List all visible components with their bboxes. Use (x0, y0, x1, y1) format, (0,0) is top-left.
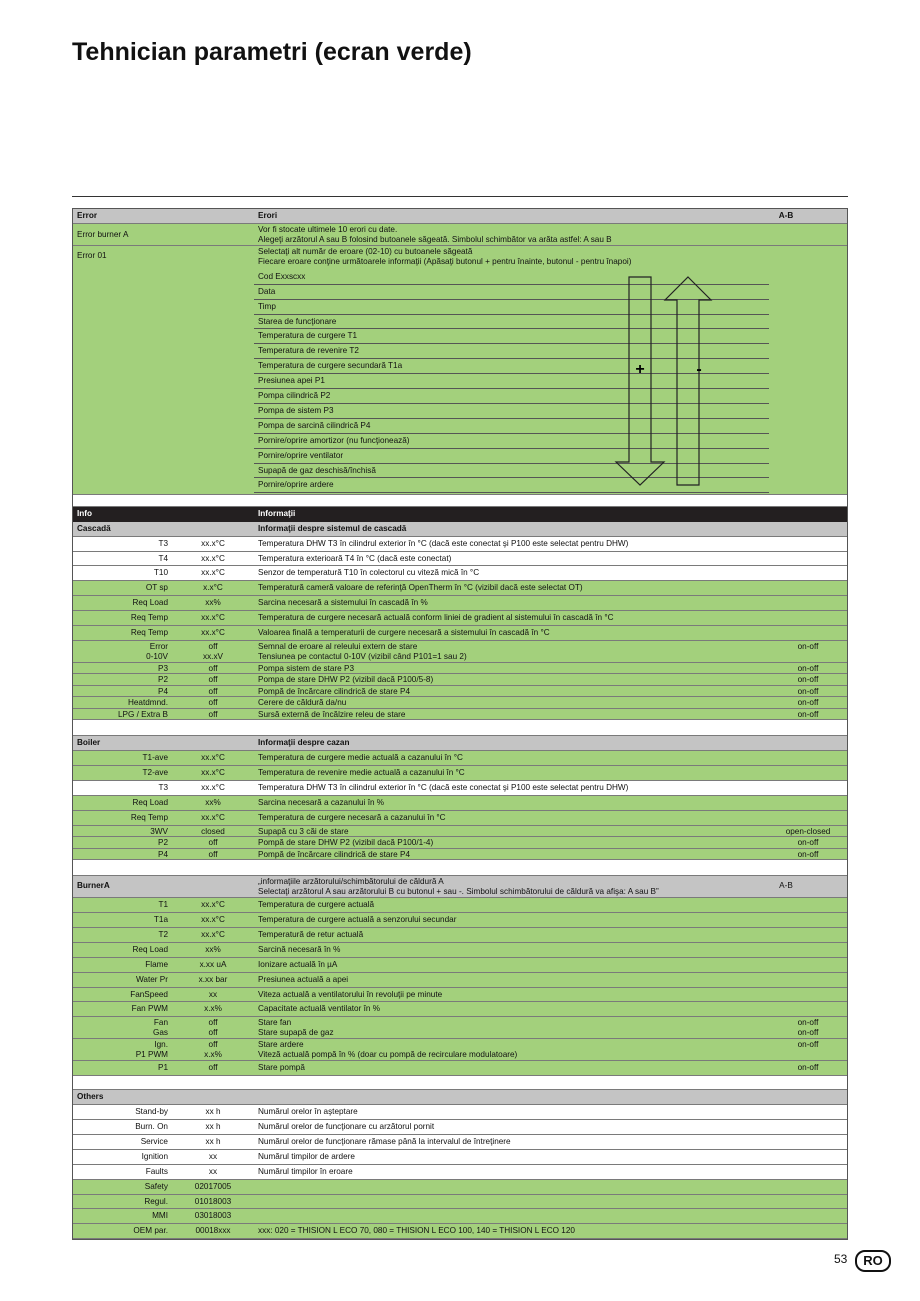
table-row (73, 537, 847, 552)
row-param-value: off (208, 849, 218, 859)
row-param-label: T3 (158, 783, 168, 793)
row-param-range: on-off (797, 849, 819, 859)
table-row (73, 837, 847, 849)
burner-header-row (73, 876, 847, 898)
error01-label: Error 01 (77, 250, 107, 260)
error-header-right: A-B (778, 211, 794, 220)
row-param-label: OT sp (145, 583, 168, 593)
row-param-label: Safety (144, 1181, 168, 1191)
row-param-label: Ignition (141, 1151, 168, 1161)
row-param-desc: Semnal de eroare al releului extern de stare (258, 641, 418, 651)
burner-header-desc (258, 876, 659, 897)
error-info-item: Pornire/oprire amortizor (nu funcţionează) (254, 434, 769, 449)
row-param-value: xx.x°C (201, 900, 225, 910)
burner-header-desc-line2: Selectaţi arzătorul A sau arzătorului B cu butonul + sau -. Simbolul schimbătorului de căldură va afişa: A sau B” (258, 887, 659, 897)
page-title: Tehnician parametri (ecran verde) (72, 38, 472, 66)
row-param-desc: Pompa sistem de stare P3 (258, 663, 355, 673)
row-param-desc: Temperatura DHW T3 în cilindrul exterior în °C (dacă este conectat şi P100 este selectat pentru DHW) (258, 538, 629, 548)
row-param-desc: Temperatura de revenire medie actuală a cazanului în °C (258, 768, 465, 778)
row-param-label: T4 (158, 553, 168, 563)
table-row (73, 1061, 847, 1076)
table-row (73, 928, 847, 943)
table-row (73, 1135, 847, 1150)
table-row (73, 697, 847, 709)
row-param-label: Heatdmnd. (127, 698, 168, 708)
minus-arrow-icon (665, 277, 711, 485)
row-param-value: xx.x°C (201, 812, 225, 822)
row-param-value: xx% (205, 598, 221, 608)
spacer (73, 1076, 847, 1090)
row-param-value: 03018003 (194, 1211, 232, 1221)
info-header-label: Info (77, 508, 93, 518)
row-param-value: off (208, 709, 218, 719)
row-param-value: x.x% (204, 1050, 222, 1060)
row-param-desc: Sarcina necesară a cazanului în % (258, 797, 385, 807)
row-param-value: xx.x°C (201, 613, 225, 623)
row-param-value: off (208, 1063, 218, 1073)
row-param-label: T2 (158, 930, 168, 940)
row-param-desc: Temperatura de curgere actuală (258, 900, 375, 910)
row-param-value: off (208, 1028, 218, 1038)
error-info-item: Temperatura de revenire T2 (254, 344, 769, 359)
error-info-item: Pompa de sistem P3 (254, 404, 769, 419)
table-row (73, 766, 847, 781)
row-param-desc: Pompa de stare DHW P2 (vizibil dacă P100/5-8) (258, 675, 434, 685)
row-param-label: Burn. On (135, 1122, 168, 1132)
row-param-value: xx.x°C (201, 753, 225, 763)
row-param-label: Req Temp (130, 628, 168, 638)
boiler-header-row (73, 736, 847, 751)
error-info-item: Timp (254, 300, 769, 315)
table-row (73, 751, 847, 766)
row-param-desc: Stare pompă (258, 1063, 305, 1073)
row-param-range: on-off (797, 1063, 819, 1073)
row-param-desc: Valoarea finală a temperaturii de curgere necesară a sistemului în cascadă în °C (258, 628, 550, 638)
table-row (73, 1195, 847, 1210)
row-param-range: on-off (797, 838, 819, 848)
table-row (73, 1224, 847, 1239)
row-param-label: T3 (158, 538, 168, 548)
row-param-desc: Temperatură cameră valoare de referinţă OpenTherm în °C (vizibil dacă este selectat OT) (258, 583, 583, 593)
table-row (73, 1165, 847, 1180)
error-info-item: Starea de funcţionare (254, 315, 769, 330)
row-param-desc: Viteză actuală pompă în % (doar cu pompă de recirculare modulatoare) (258, 1050, 518, 1060)
error-info-item: Pornire/oprire ventilator (254, 449, 769, 464)
row-param-label: LPG / Extra B (117, 709, 168, 719)
table-row (73, 1209, 847, 1224)
row-param-value: off (208, 1018, 218, 1028)
row-param-range: on-off (797, 1018, 819, 1028)
row-param-value: xx.x°C (201, 538, 225, 548)
row-param-label: Water Pr (136, 974, 168, 984)
row-param-range: on-off (797, 663, 819, 673)
row-param-value: xx.x°C (201, 628, 225, 638)
error-info-item: Temperatura de curgere secundară T1a (254, 359, 769, 374)
cascada-header-desc: Informaţii despre sistemul de cascadă (258, 523, 407, 533)
row-param-desc: Temperatura DHW T3 în cilindrul exterior în °C (dacă este conectat şi P100 este selectat pentru DHW) (258, 783, 629, 793)
row-param-desc: Numărul orelor de funcţionare cu arzătorul pornit (258, 1122, 435, 1132)
row-param-label: Flame (145, 959, 168, 969)
row-param-range: on-off (797, 709, 819, 719)
burner-header-right: A-B (779, 881, 793, 891)
row-param-range: on-off (797, 698, 819, 708)
table-row (73, 1105, 847, 1120)
row-param-value: closed (201, 826, 225, 836)
row-param-desc: xxx: 020 = THISION L ECO 70, 080 = THISION L ECO 100, 140 = THISION L ECO 120 (258, 1226, 575, 1236)
row-param-desc: Sursă externă de încălzire releu de stare (258, 709, 406, 719)
row-param-desc: Temperatura de curgere actuală a senzorului secundar (258, 915, 457, 925)
row-param-range: on-off (797, 686, 819, 696)
table-row (73, 973, 847, 988)
table-row-double (73, 1039, 847, 1061)
row-param-label: T2-ave (142, 768, 168, 778)
error-info-item: Pornire/oprire ardere (254, 478, 769, 493)
error-info-item: Cod Exxscxx (254, 270, 769, 285)
row-param-desc: Tensiunea pe contactul 0-10V (vizibil când P101=1 sau 2) (258, 651, 467, 661)
row-param-label: P1 (157, 1063, 168, 1073)
row-param-label: Error (149, 641, 168, 651)
table-row (73, 849, 847, 861)
error-header-desc: Erori (258, 211, 278, 220)
row-param-value: xx.x°C (201, 915, 225, 925)
navigation-arrows (540, 270, 740, 490)
info-header-row (73, 507, 847, 522)
row-param-value: off (208, 675, 218, 685)
row-param-label: 0-10V (146, 651, 168, 661)
table-row (73, 611, 847, 626)
others-header-row (73, 1090, 847, 1105)
row-param-label: T1-ave (142, 753, 168, 763)
error-burner-desc-line1: Vor fi stocate ultimele 10 erori cu date. (258, 224, 398, 234)
row-param-label: FanSpeed (130, 989, 168, 999)
row-param-value: xx (208, 1166, 218, 1176)
table-row (73, 796, 847, 811)
row-param-desc: Numărul timpilor în eroare (258, 1166, 353, 1176)
error-header-label: Error (77, 211, 98, 220)
row-param-label: T10 (153, 568, 168, 578)
row-param-value: off (208, 686, 218, 696)
row-param-value: xx% (205, 797, 221, 807)
burner-header-desc-line1: „informaţiile arzătorului/schimbătorului de căldură A (258, 877, 444, 887)
row-param-value: xx.x°C (201, 930, 225, 940)
row-param-label: P1 PWM (135, 1050, 168, 1060)
row-param-range: on-off (797, 1028, 819, 1038)
error01-intro (258, 246, 631, 267)
row-param-range: on-off (797, 641, 819, 651)
row-param-label: T1a (153, 915, 168, 925)
table-row (73, 686, 847, 698)
row-param-desc: Viteza actuală a ventilatorului în revoluţii pe minute (258, 989, 443, 999)
row-param-label: MMI (152, 1211, 168, 1221)
row-param-value: off (208, 1040, 218, 1050)
table-row (73, 709, 847, 721)
row-param-desc: Temperatura de curgere necesară a cazanului în °C (258, 812, 446, 822)
row-param-desc: Capacitate actuală ventilator în % (258, 1004, 380, 1014)
row-param-desc: Pompă de încărcare cilindrică de stare P4 (258, 849, 411, 859)
row-param-value: xx.x°C (201, 783, 225, 793)
row-param-value: 01018003 (194, 1196, 232, 1206)
row-param-value: 00018xxx (195, 1226, 231, 1236)
row-param-desc: Temperatura exterioară T4 în °C (dacă este conectat) (258, 553, 452, 563)
row-param-label: Ign. (154, 1040, 168, 1050)
row-param-value: 02017005 (194, 1181, 232, 1191)
error-info-item: Temperatura de curgere T1 (254, 329, 769, 344)
row-param-label: T1 (158, 900, 168, 910)
row-param-value: xx (208, 989, 218, 999)
row-param-desc: Numărul orelor de funcţionare rămase până la intervalul de întreţinere (258, 1136, 511, 1146)
table-row-double (73, 641, 847, 663)
error-info-item: Data (254, 285, 769, 300)
table-row (73, 898, 847, 913)
row-param-desc: Pompă de stare DHW P2 (vizibil dacă P100/1-4) (258, 838, 434, 848)
row-param-value: xx h (205, 1136, 221, 1146)
row-param-desc: Supapă cu 3 căi de stare (258, 826, 349, 836)
spacer (73, 860, 847, 876)
row-param-value: off (208, 641, 218, 651)
row-param-label: OEM par. (133, 1226, 168, 1236)
row-param-label: Regul. (144, 1196, 168, 1206)
row-param-label: Faults (145, 1166, 168, 1176)
row-param-desc: Pompă de încărcare cilindrică de stare P4 (258, 686, 411, 696)
row-param-label: Req Temp (130, 613, 168, 623)
table-row (73, 626, 847, 641)
row-param-value: xx.x°C (201, 768, 225, 778)
table-row (73, 674, 847, 686)
table-row (73, 781, 847, 796)
row-param-desc: Ionizare actuală în µA (258, 959, 338, 969)
row-param-desc: Stare fan (258, 1018, 292, 1028)
row-param-desc: Sarcină necesară în % (258, 944, 341, 954)
table-row (73, 811, 847, 826)
row-param-value: x.xx bar (198, 974, 228, 984)
row-param-value: xx.xV (202, 651, 224, 661)
table-row-double (73, 1017, 847, 1039)
row-param-value: off (208, 838, 218, 848)
boiler-header-label: Boiler (77, 738, 101, 748)
row-param-value: xx h (205, 1107, 221, 1117)
spacer (73, 495, 847, 507)
spacer (73, 720, 847, 736)
language-badge: RO (855, 1250, 891, 1272)
row-param-label: Req Temp (130, 812, 168, 822)
row-param-range: on-off (797, 1040, 819, 1050)
cascada-header-label: Cascadă (77, 523, 111, 533)
error-info-item: Pompa de sarcină cilindrică P4 (254, 419, 769, 434)
table-row (73, 826, 847, 838)
row-param-value: xx (208, 1151, 218, 1161)
row-param-value: x.x% (204, 1004, 222, 1014)
row-param-label: Fan PWM (131, 1004, 168, 1014)
table-row (73, 943, 847, 958)
row-param-label: P4 (157, 686, 168, 696)
error01-intro-line1: Selectaţi alt număr de eroare (02-10) cu butoanele săgeată (258, 246, 473, 256)
row-param-value: off (208, 663, 218, 673)
row-param-value: off (208, 698, 218, 708)
row-param-label: 3WV (150, 826, 168, 836)
error-info-item: Pompa cilindrică P2 (254, 389, 769, 404)
table-row (73, 1180, 847, 1195)
row-param-range: on-off (797, 675, 819, 685)
row-param-desc: Presiunea actuală a apei (258, 974, 349, 984)
minus-sign: - (696, 361, 702, 378)
row-param-label: Service (140, 1136, 168, 1146)
row-param-label: Req Load (132, 598, 168, 608)
row-param-range: open-closed (785, 826, 831, 836)
row-param-label: Stand-by (135, 1107, 168, 1117)
table-row (73, 958, 847, 973)
table-row (73, 596, 847, 611)
plus-sign: + (635, 361, 645, 378)
error-burner-label: Error burner A (77, 229, 129, 239)
row-param-desc: Sarcina necesară a sistemului în cascadă în % (258, 598, 428, 608)
row-param-desc: Stare ardere (258, 1040, 304, 1050)
error-burner-desc-line2: Alegeţi arzătorul A sau B folosind butoanele săgeată. Simbolul schimbător va arăta astfel: A sau B (258, 234, 612, 244)
row-param-value: xx% (205, 944, 221, 954)
row-param-value: x.x°C (203, 583, 223, 593)
row-param-desc: Temperatură de retur actuală (258, 930, 364, 940)
table-row (73, 552, 847, 567)
table-row (73, 566, 847, 581)
table-row (73, 913, 847, 928)
row-param-value: xx.x°C (201, 553, 225, 563)
info-header-desc: Informaţii (258, 508, 296, 518)
error-burner-desc (258, 224, 612, 245)
table-row (73, 1002, 847, 1017)
others-header-label: Others (77, 1092, 104, 1102)
row-param-desc: Temperatura de curgere necesară actuală conform liniei de gradient al sistemului în cascadă în °C (258, 613, 614, 623)
row-param-desc: Stare supapă de gaz (258, 1028, 334, 1038)
row-param-label: Gas (152, 1028, 168, 1038)
row-param-label: P3 (157, 663, 168, 673)
row-param-desc: Senzor de temperatură T10 în colectorul cu viteză mică în °C (258, 568, 480, 578)
table-row (73, 988, 847, 1003)
row-param-desc: Temperatura de curgere medie actuală a cazanului în °C (258, 753, 463, 763)
error-burner-row (73, 224, 847, 246)
table-row (73, 1120, 847, 1135)
row-param-label: P2 (157, 838, 168, 848)
row-param-value: xx h (205, 1122, 221, 1132)
row-param-label: P4 (157, 849, 168, 859)
page-number: 53 (834, 1252, 848, 1266)
table-row (73, 581, 847, 596)
error-info-item: Supapă de gaz deschisă/închisă (254, 464, 769, 479)
plus-arrow-icon (616, 277, 664, 485)
error-header-row (73, 209, 847, 224)
row-param-label: Req Load (132, 944, 168, 954)
boiler-header-desc: Informaţii despre cazan (258, 738, 350, 748)
burner-header-label: BurnerA (77, 881, 110, 891)
row-param-label: Req Load (132, 797, 168, 807)
error01-intro-line2: Fiecare eroare conţine următoarele informaţii (Apăsaţi butonul + pentru înainte, butonul - pentru înapoi) (258, 256, 632, 266)
row-param-label: Fan (153, 1018, 168, 1028)
row-param-label: P2 (157, 675, 168, 685)
table-row (73, 1150, 847, 1165)
row-param-desc: Numărul orelor în aşteptare (258, 1107, 358, 1117)
row-param-desc: Cerere de căldură da/nu (258, 698, 347, 708)
row-param-value: xx.x°C (201, 568, 225, 578)
error-info-item: Presiunea apei P1 (254, 374, 769, 389)
row-param-value: x.xx uA (199, 959, 227, 969)
cascada-header-row (73, 522, 847, 537)
table-row (73, 663, 847, 675)
row-param-desc: Numărul timpilor de ardere (258, 1151, 355, 1161)
title-divider (72, 196, 848, 197)
